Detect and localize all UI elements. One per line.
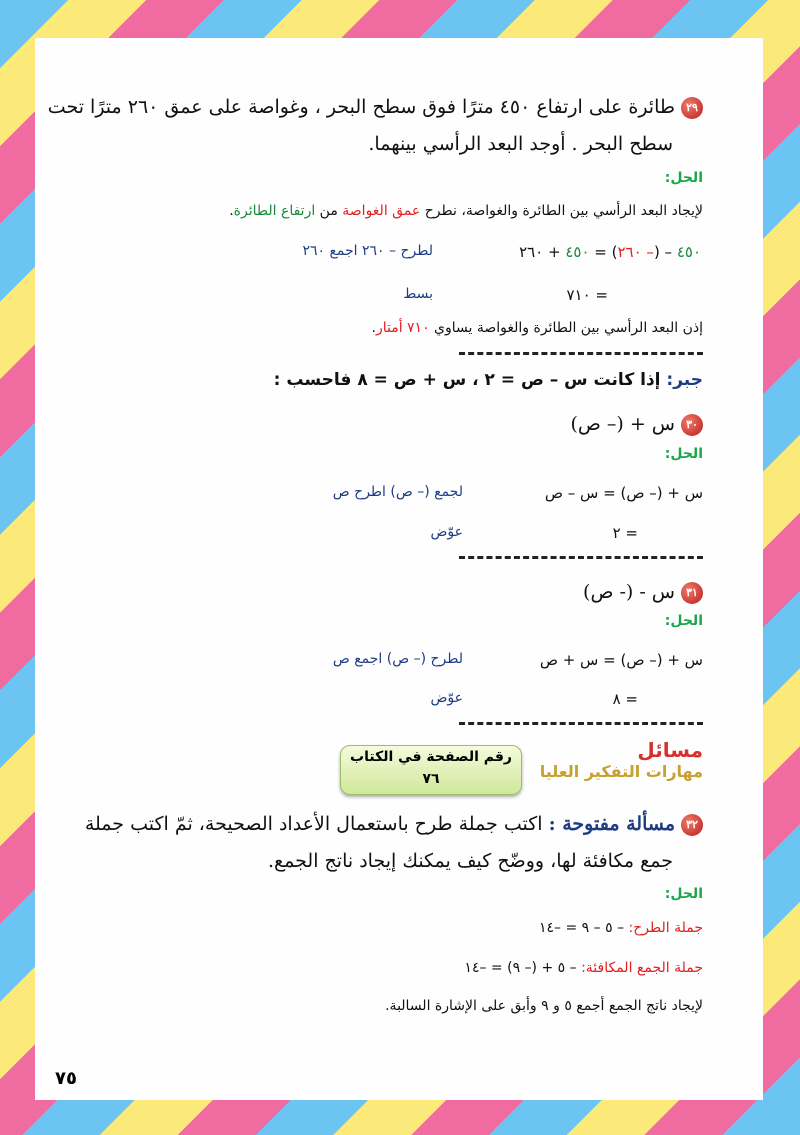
section-heading [540, 738, 703, 781]
section-title: مسائل [637, 738, 703, 762]
q32-label: مسألة مفتوحة : [548, 813, 675, 835]
page-number: ٧٥ [55, 1068, 77, 1089]
algebra-label: جبر: [666, 370, 703, 390]
q29-solution-label: الحل: [664, 170, 703, 186]
separator [459, 352, 703, 355]
q30-eq1: س + (– ص) = س – ص [544, 484, 703, 502]
q31-eq2: = ٨ [612, 690, 638, 708]
q29-eq2: = ٧١٠ [566, 286, 608, 304]
q29-eq2-note: بسط [403, 286, 433, 302]
q29-line2: سطح البحر . أوجد البعد الرأسي بينهما. [368, 133, 673, 155]
q29-badge: ٢٩ [681, 97, 703, 119]
q31-eq1-note: لطرح (– ص) اجمع ص [332, 651, 463, 667]
q30-heading [570, 413, 703, 436]
q30-eq2-note: عوّض [430, 524, 463, 540]
q32-line2: جمع مكافئة لها، ووضّح كيف يمكنك إيجاد ناتج الجمع. [268, 850, 673, 872]
q30-badge: ٣٠ [681, 414, 703, 436]
q29-text1: طائرة على ارتفاع ٤٥٠ مترًا فوق سطح البحر ، وغواصة على عمق ٢٦٠ مترًا تحت [47, 96, 675, 118]
t: . [371, 320, 376, 336]
q30-expr: س + (– ص) [570, 413, 675, 435]
section-subtitle: مهارات التفكير العليا [539, 762, 703, 781]
t: – ٥ + (– ٩) = –١٤ [464, 960, 582, 976]
q31-badge: ٣١ [681, 582, 703, 604]
q32-solution-label: الحل: [664, 886, 703, 902]
page [35, 38, 763, 1100]
q32-line1 [85, 813, 703, 836]
book-page-label: رقم الصفحة في الكتاب [350, 749, 512, 765]
q31-heading [583, 581, 703, 604]
q32-text1: اكتب جملة طرح باستعمال الأعداد الصحيحة، ثمّ اكتب جملة [84, 813, 549, 835]
q31-solution-label: الحل: [664, 613, 703, 629]
t: ٤٥٠ [565, 243, 590, 261]
t: – ( [653, 243, 677, 261]
t: إذن البعد الرأسي بين الطائرة والغواصة يساوي [429, 320, 703, 336]
q29-conclusion [371, 320, 703, 336]
t: جملة الجمع المكافئة: [581, 960, 703, 976]
algebra-line [274, 370, 703, 390]
book-page-number: ٧٦ [422, 771, 440, 787]
q30-eq2: = ٢ [612, 524, 638, 542]
t: . [229, 203, 234, 219]
q32-add-sentence [464, 960, 703, 976]
algebra-text: إذا كانت س – ص = ٢ ، س + ص = ٨ فاحسب : [273, 370, 667, 390]
q29-explain [229, 203, 703, 219]
q31-eq1: س + (– ص) = س + ص [539, 651, 703, 669]
q29-eq1 [519, 243, 701, 261]
t: جملة الطرح: [628, 920, 703, 936]
q32-final: لإيجاد ناتج الجمع أجمع ٥ و ٩ وأبق على الإشارة السالبة. [385, 998, 703, 1014]
separator [459, 556, 703, 559]
t: ارتفاع الطائرة [233, 203, 316, 219]
book-page-box [340, 745, 522, 795]
t: – ٢٦٠ [617, 243, 654, 261]
q32-badge: ٣٢ [681, 814, 703, 836]
t: + ٢٦٠ [519, 243, 566, 261]
separator [459, 722, 703, 725]
t: من [315, 203, 343, 219]
t: – ٥ – ٩ = –١٤ [538, 920, 629, 936]
t: ٧١٠ أمتار [375, 320, 430, 336]
q29-line1 [48, 96, 703, 119]
q31-expr: س - (- ص) [583, 581, 675, 603]
t: لإيجاد البعد الرأسي بين الطائرة والغواصة، نطرح [420, 203, 703, 219]
q31-eq2-note: عوّض [430, 690, 463, 706]
q30-eq1-note: لجمع (– ص) اطرح ص [332, 484, 463, 500]
q29-eq1-note: لطرح – ٢٦٠ اجمع ٢٦٠ [302, 243, 433, 259]
t: ٤٥٠ [676, 243, 701, 261]
t: ) = [589, 243, 618, 261]
q32-sub-sentence [539, 920, 703, 936]
q30-solution-label: الحل: [664, 446, 703, 462]
t: عمق الغواصة [342, 203, 421, 219]
